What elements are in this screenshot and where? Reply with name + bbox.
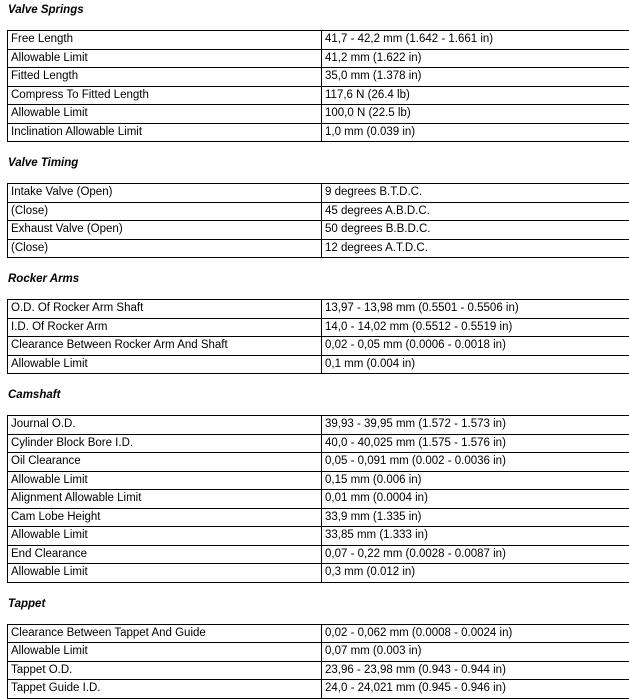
table-row [8,471,629,490]
spec-value: 33,85 mm (1.333 in) [322,527,629,546]
table-row [8,318,629,337]
spec-value: 12 degrees A.T.D.C. [322,239,629,258]
spec-label: Clearance Between Rocker Arm And Shaft [8,337,322,356]
table-row [8,453,629,472]
table-row [8,508,629,527]
spec-value: 0,05 - 0,091 mm (0.002 - 0.0036 in) [322,453,629,472]
table-row [8,545,629,564]
spec-label: Allowable Limit [8,564,322,583]
section-heading-valve-timing: Valve Timing [8,157,79,169]
spec-label: Allowable Limit [8,527,322,546]
spec-label: Oil Clearance [8,453,322,472]
table-row [8,68,629,87]
table-row [8,86,629,105]
spec-value: 40,0 - 40,025 mm (1.575 - 1.576 in) [322,434,629,453]
table-row [8,49,629,68]
spec-value: 100,0 N (22.5 lb) [322,105,629,124]
spec-label: Tappet Guide I.D. [8,680,322,699]
section-heading-valve-springs: Valve Springs [8,4,84,16]
spec-value: 33,9 mm (1.335 in) [322,508,629,527]
spec-value: 1,0 mm (0.039 in) [322,123,629,142]
spec-value: 0,3 mm (0.012 in) [322,564,629,583]
spec-label: O.D. Of Rocker Arm Shaft [8,300,322,319]
spec-label: Inclination Allowable Limit [8,123,322,142]
spec-label: Cylinder Block Bore I.D. [8,434,322,453]
spec-value: 41,7 - 42,2 mm (1.642 - 1.661 in) [322,31,629,50]
tappet-table [7,624,629,699]
valve-timing-table [7,183,629,258]
spec-label: Exhaust Valve (Open) [8,221,322,240]
valve-springs-table [7,30,629,142]
spec-label: Tappet O.D. [8,661,322,680]
table-row [8,300,629,319]
spec-value: 14,0 - 14,02 mm (0.5512 - 0.5519 in) [322,318,629,337]
table-row [8,624,629,643]
spec-value: 50 degrees B.B.D.C. [322,221,629,240]
spec-label: Allowable Limit [8,105,322,124]
table-row [8,434,629,453]
spec-label: I.D. Of Rocker Arm [8,318,322,337]
spec-label: Clearance Between Tappet And Guide [8,624,322,643]
spec-label: Alignment Allowable Limit [8,490,322,509]
spec-value: 24,0 - 24,021 mm (0.945 - 0.946 in) [322,680,629,699]
spec-label: (Close) [8,202,322,221]
table-row [8,661,629,680]
table-row [8,123,629,142]
spec-label: Intake Valve (Open) [8,184,322,203]
table-row [8,416,629,435]
spec-label: Cam Lobe Height [8,508,322,527]
table-row [8,680,629,699]
table-row [8,643,629,662]
spec-value: 13,97 - 13,98 mm (0.5501 - 0.5506 in) [322,300,629,319]
spec-label: Allowable Limit [8,355,322,374]
spec-label: Free Length [8,31,322,50]
spec-value: 0,1 mm (0.004 in) [322,355,629,374]
spec-value: 0,01 mm (0.0004 in) [322,490,629,509]
spec-label: Allowable Limit [8,643,322,662]
spec-value: 41,2 mm (1.622 in) [322,49,629,68]
table-row [8,527,629,546]
spec-value: 0,07 mm (0.003 in) [322,643,629,662]
table-row [8,31,629,50]
section-heading-camshaft: Camshaft [8,389,61,401]
section-heading-tappet: Tappet [8,597,46,610]
spec-value: 0,15 mm (0.006 in) [322,471,629,490]
table-row [8,355,629,374]
spec-value: 117,6 N (26.4 lb) [322,86,629,105]
table-row [8,202,629,221]
spec-label: Allowable Limit [8,49,322,68]
rocker-arms-table [7,299,629,374]
spec-value: 39,93 - 39,95 mm (1.572 - 1.573 in) [322,416,629,435]
spec-label: Compress To Fitted Length [8,86,322,105]
spec-value: 9 degrees B.T.D.C. [322,184,629,203]
table-row [8,337,629,356]
spec-label: Fitted Length [8,68,322,87]
spec-value: 23,96 - 23,98 mm (0.943 - 0.944 in) [322,661,629,680]
table-row [8,105,629,124]
table-row [8,490,629,509]
spec-label: (Close) [8,239,322,258]
table-row [8,221,629,240]
spec-value: 45 degrees A.B.D.C. [322,202,629,221]
section-heading-rocker-arms: Rocker Arms [8,273,80,285]
spec-value: 0,07 - 0,22 mm (0.0028 - 0.0087 in) [322,545,629,564]
spec-label: Journal O.D. [8,416,322,435]
spec-label: Allowable Limit [8,471,322,490]
spec-label: End Clearance [8,545,322,564]
table-row [8,239,629,258]
camshaft-table [7,415,629,583]
spec-value: 35,0 mm (1.378 in) [322,68,629,87]
table-row [8,184,629,203]
table-row [8,564,629,583]
spec-value: 0,02 - 0,062 mm (0.0008 - 0.0024 in) [322,624,629,643]
spec-value: 0,02 - 0,05 mm (0.0006 - 0.0018 in) [322,337,629,356]
